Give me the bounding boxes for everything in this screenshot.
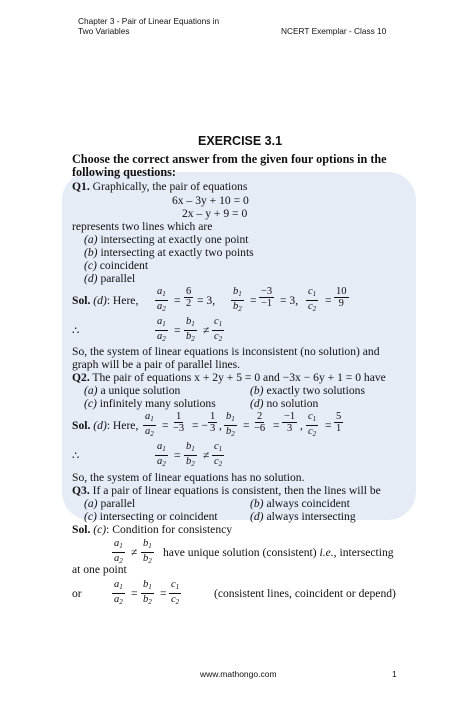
q2-option-a: (a) a unique solution: [84, 384, 181, 397]
exercise-title: EXERCISE 3.1: [198, 134, 283, 148]
q1-text: Graphically, the pair of equations: [92, 180, 248, 193]
q1-equation-1: 6x – 3y + 10 = 0: [172, 194, 249, 207]
q1-conclusion-1: So, the system of linear equations is inconsistent (no solution) and: [72, 345, 380, 358]
q3-frac-c-2: $\frac{c_1}{c_2}$: [171, 579, 180, 606]
intro-line1: Choose the correct answer from the given four options in the: [72, 152, 387, 166]
header-book: NCERT Exemplar - Class 10: [281, 26, 387, 36]
q3-coincident-text: (consistent lines, coincident or depend): [214, 587, 396, 600]
q2-conclusion: So, the system of linear equations has no solution.: [72, 471, 305, 484]
q2-frac-a-2: $\frac{a_1}{a_2}$: [157, 441, 166, 468]
q3-question: Q3. If a pair of linear equations is consistent, then the lines will be: [72, 484, 381, 497]
q1-solution-label: Sol. (d): Here,: [72, 294, 139, 307]
q2-frac-m1-3: $\frac{-1}{3}$: [284, 411, 296, 434]
q1-conclusion-2: graph will be a pair of parallel lines.: [72, 358, 241, 371]
q1-frac-b: $\frac{b_1}{b_2}$: [233, 286, 242, 313]
q2-frac-b: $\frac{b_1}{b_2}$: [226, 411, 235, 438]
q2-solution-label: Sol. (d): Here,: [72, 419, 139, 432]
q1-frac-a-2: $\frac{a_1}{a_2}$: [157, 316, 166, 343]
q3-frac-b-2: $\frac{b_1}{b_2}$: [143, 579, 152, 606]
q1-option-b: (b) intersecting at exactly two points: [84, 246, 254, 259]
q1-text2: represents two lines which are: [72, 220, 213, 233]
q2-frac-c-2: $\frac{c_1}{c_2}$: [214, 441, 223, 468]
q2-frac-b-2: $\frac{b_1}{b_2}$: [186, 441, 195, 468]
footer-page-number: 1: [392, 669, 397, 679]
header-chapter-line2: Two Variables: [78, 26, 130, 36]
q2-eq-minus: = −: [192, 419, 208, 432]
q3-option-a: (a) parallel: [84, 497, 136, 510]
q1-eq-3b: = 3,: [280, 294, 299, 307]
q2-frac-2-m6: $\frac{2}{-6}$: [254, 411, 266, 434]
q1-equation-2: 2x – y + 9 = 0: [182, 207, 248, 220]
q1-option-d: (d) parallel: [84, 272, 136, 285]
q1-frac-c-2: $\frac{c_1}{c_2}$: [214, 316, 223, 343]
q1-frac-10-9: $\frac{10}{9}$: [336, 286, 347, 309]
q1-frac-6-2: $\frac{6}{2}$: [186, 286, 192, 309]
q3-option-c: (c) intersecting or coincident: [84, 510, 218, 523]
q2-frac-5-1: $\frac{5}{1}$: [336, 411, 342, 434]
q1-frac-b-2: $\frac{b_1}{b_2}$: [186, 316, 195, 343]
q3-option-d: (d) always intersecting: [250, 510, 356, 523]
q3-unique-text: have unique solution (consistent) i.e., intersecting: [163, 546, 394, 559]
q2-eq: =: [273, 419, 280, 432]
q3-or: or: [72, 587, 82, 600]
q2-frac-c: $\frac{c_1}{c_2}$: [308, 411, 317, 438]
q2-option-b: (b) exactly two solutions: [250, 384, 365, 397]
q2-question: Q2. The pair of equations x + 2y + 5 = 0 and −3x − 6y + 1 = 0 have: [72, 371, 386, 384]
q1-question: [72, 180, 247, 193]
q1-frac-c: $\frac{c_1}{c_2}$: [308, 286, 317, 313]
q2-frac-1-m3: $\frac{1}{-3}$: [173, 411, 185, 434]
q3-at-one-point: at one point: [72, 563, 127, 576]
q1-option-c: (c) coincident: [84, 259, 149, 272]
q3-option-b: (b) always coincident: [250, 497, 350, 510]
q2-therefore: ∴: [72, 449, 80, 462]
q1-eq-3a: = 3,: [197, 294, 216, 307]
q1-frac-m3-m1: $\frac{-3}{-1}$: [261, 286, 273, 309]
q1-frac-a: $\frac{a_1}{a_2}$: [157, 286, 166, 313]
q3-frac-a: $\frac{a_1}{a_2}$: [114, 538, 123, 565]
intro-line2: following questions:: [72, 165, 176, 179]
q1-option-a: (a) intersecting at exactly one point: [84, 233, 249, 246]
q2-frac-1-3: $\frac{1}{3}$: [210, 411, 216, 434]
header-chapter-line1: Chapter 3 - Pair of Linear Equations in: [78, 16, 220, 26]
q3-frac-b: $\frac{b_1}{b_2}$: [143, 538, 152, 565]
q2-option-d: (d) no solution: [250, 397, 319, 410]
q2-frac-a: $\frac{a_1}{a_2}$: [145, 411, 154, 438]
q3-solution-label: Sol. (c): Condition for consistency: [72, 523, 233, 536]
q3-frac-a-2: $\frac{a_1}{a_2}$: [114, 579, 123, 606]
q1-label: Q1.: [72, 180, 90, 193]
footer-site[interactable]: www.mathongo.com: [200, 669, 277, 679]
q2-option-c: (c) infinitely many solutions: [84, 397, 216, 410]
q1-therefore: ∴: [72, 324, 80, 337]
